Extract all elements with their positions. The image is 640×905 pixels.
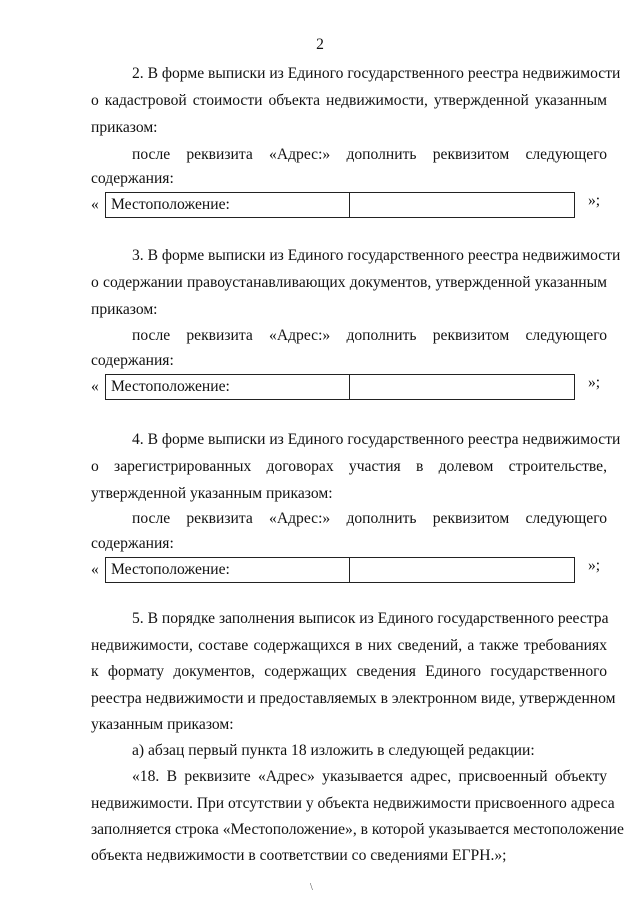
table-frame [105,374,575,400]
quote-line: «18. В реквизите «Адрес» указывается адрес, присвоенный объекту [132,768,607,785]
table-cell-label: Местоположение: [106,375,350,399]
table-frame [105,557,575,583]
table-frame [105,192,575,218]
quote-line: заполняется строка «Местоположение», в которой указывается местоположение [91,821,624,838]
quote-close: »; [588,374,601,391]
page-number: 2 [316,36,324,53]
quote-line: недвижимости. При отсутствии у объекта недвижимости присвоенного адреса [91,795,615,812]
paragraph-line: к формату документов, содержащих сведения Единого государственного [91,663,607,680]
paragraph-line: содержания: [91,170,174,187]
paragraph-line: о зарегистрированных договорах участия в долевом строительстве, [91,458,607,475]
requisite-table [91,374,611,402]
paragraph-line: 4. В форме выписки из Единого государственного реестра недвижимости [132,431,621,448]
paragraph-line: содержания: [91,352,174,369]
quote-line: объекта недвижимости в соответствии со сведениями ЕГРН.»; [91,847,507,864]
subparagraph-a: а) абзац первый пункта 18 изложить в следующей редакции: [132,742,535,759]
paragraph-line: утвержденной указанным приказом: [91,485,333,502]
paragraph-line: реестра недвижимости и предоставляемых в электронном виде, утвержденном [91,690,616,707]
paragraph-line: после реквизита «Адрес:» дополнить реквизитом следующего [132,327,607,344]
quote-open: « [91,378,99,395]
paragraph-line: 2. В форме выписки из Единого государственного реестра недвижимости [132,65,621,82]
quote-open: « [91,196,99,213]
table-cell-label: Местоположение: [106,193,350,217]
paragraph-line: о содержании правоустанавливающих документов, утвержденной указанным [91,274,607,291]
paragraph-line: приказом: [91,119,158,136]
requisite-table [91,192,611,220]
requisite-table [91,557,611,585]
table-cell-label: Местоположение: [106,558,350,582]
quote-close: »; [588,192,601,209]
paragraph-line: 5. В порядке заполнения выписок из Единого государственного реестра [132,610,609,627]
paragraph-line: после реквизита «Адрес:» дополнить реквизитом следующего [132,146,607,163]
paragraph-line: указанным приказом: [91,716,234,733]
paragraph-line: недвижимости, составе содержащихся в них сведений, а также требованиях [91,637,607,654]
quote-close: »; [588,557,601,574]
paragraph-line: о кадастровой стоимости объекта недвижимости, утвержденной указанным [91,92,607,109]
paragraph-line: после реквизита «Адрес:» дополнить реквизитом следующего [132,510,607,527]
quote-open: « [91,561,99,578]
paragraph-line: приказом: [91,301,158,318]
paragraph-line: содержания: [91,535,174,552]
paragraph-line: 3. В форме выписки из Единого государственного реестра недвижимости [132,247,621,264]
scan-mark: \ [310,882,313,893]
